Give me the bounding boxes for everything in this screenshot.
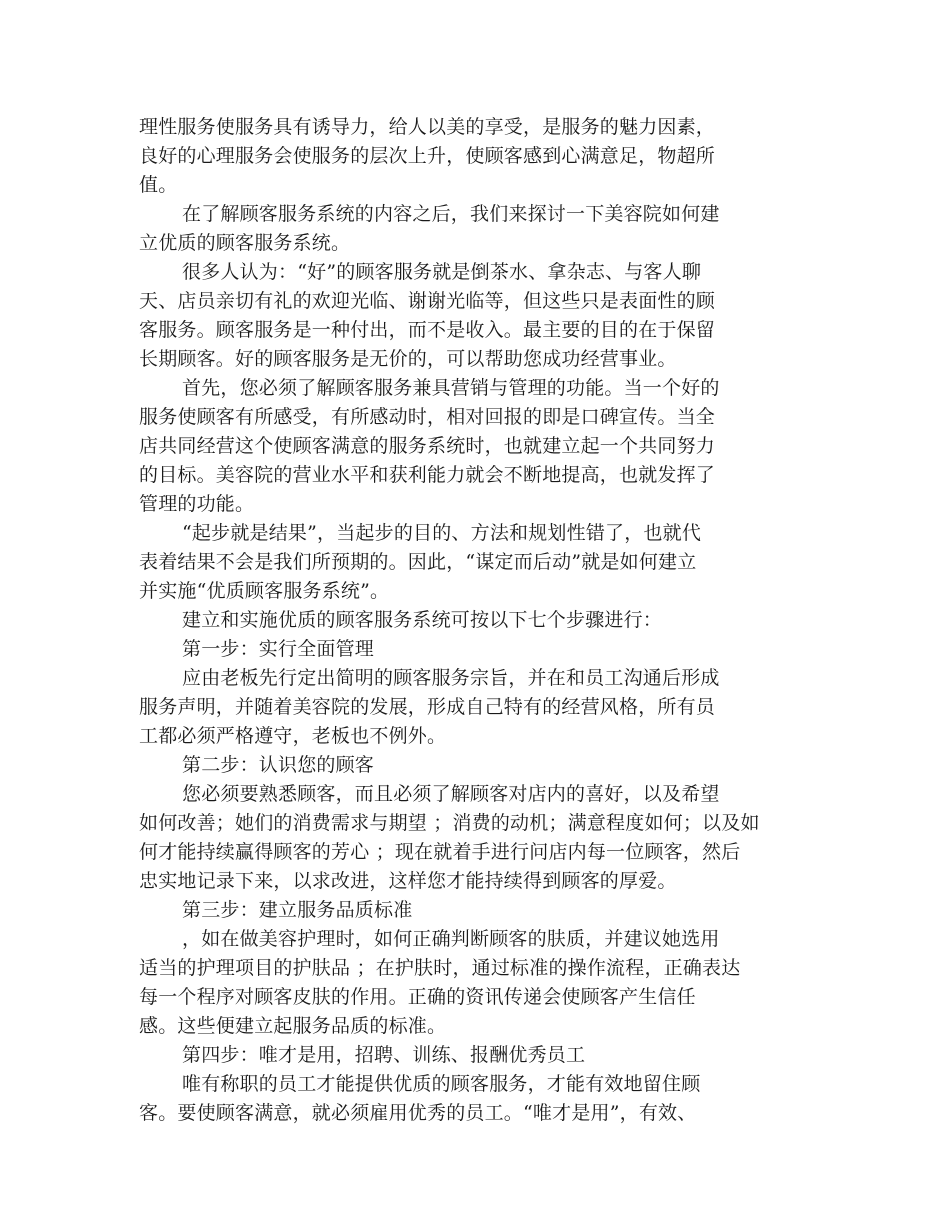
- section-heading: 第二步：认识您的顾客: [182, 754, 375, 776]
- text-line: ，如在做美容护理时，如何正确判断顾客的肤质，并建议她选用: [182, 928, 720, 950]
- text-line: 唯有称职的员工才能提供优质的顾客服务，才能有效地留住顾: [182, 1073, 701, 1095]
- text-line: 客服务。顾客服务是一种付出，而不是收入。最主要的目的在于保留: [139, 319, 716, 341]
- text-line: 如何改善；她们的消费需求与期望 ；消费的动机；满意程度如何；以及如: [139, 812, 760, 834]
- text-line: 每一个程序对顾客皮肤的作用。正确的资讯传递会使顾客产生信任: [139, 986, 696, 1008]
- section-heading: 第三步：建立服务品质标准: [182, 899, 413, 921]
- text-line: 您必须要熟悉顾客，而且必须了解顾客对店内的喜好，以及希望: [182, 783, 720, 805]
- text-line: 很多人认为：“好”的顾客服务就是倒茶水、拿杂志、与客人聊: [182, 261, 702, 283]
- text-line: 良好的心理服务会使服务的层次上升，使顾客感到心满意足，物超所: [139, 145, 716, 167]
- text-line: 适当的护理项目的护肤品 ；在护肤时，通过标准的操作流程，正确表达: [139, 957, 741, 979]
- text-line: 立优质的顾客服务系统。: [139, 232, 351, 254]
- text-line: 并实施“优质顾客服务系统”。: [139, 580, 390, 602]
- text-line: 管理的功能。: [139, 493, 255, 515]
- text-line: 感。这些便建立起服务品质的标准。: [139, 1015, 447, 1037]
- text-line: 何才能持续赢得顾客的芳心 ；现在就着手进行问店内每一位顾客，然后: [139, 841, 741, 863]
- text-line: 服务声明，并随着美容院的发展，形成自己特有的经营风格，所有员: [139, 696, 716, 718]
- text-line: 在了解顾客服务系统的内容之后，我们来探讨一下美容院如何建: [182, 203, 720, 225]
- text-line: 忠实地记录下来，以求改进，这样您才能持续得到顾客的厚爱。: [139, 870, 677, 892]
- text-line: 首先，您必须了解顾客服务兼具营销与管理的功能。当一个好的: [182, 377, 720, 399]
- text-line: 长期顾客。好的顾客服务是无价的，可以帮助您成功经营事业。: [139, 348, 677, 370]
- text-line: 服务使顾客有所感受，有所感动时，相对回报的即是口碑宣传。当全: [139, 406, 716, 428]
- text-line: 店共同经营这个使顾客满意的服务系统时，也就建立起一个共同努力: [139, 435, 716, 457]
- text-line: 表着结果不会是我们所预期的。因此，“谋定而后动”就是如何建立: [139, 551, 697, 573]
- text-line: 客。要使顾客满意，就必须雇用优秀的员工。“唯才是用”，有效、: [139, 1102, 697, 1124]
- text-line: 的目标。美容院的营业水平和获利能力就会不断地提高，也就发挥了: [139, 464, 716, 486]
- text-line: 应由老板先行定出简明的顾客服务宗旨，并在和员工沟通后形成: [182, 667, 720, 689]
- text-line: 理性服务使服务具有诱导力，给人以美的享受，是服务的魅力因素，: [139, 116, 716, 138]
- text-line: 建立和实施优质的顾客服务系统可按以下七个步骤进行：: [182, 609, 663, 631]
- text-line: 值。: [139, 174, 178, 196]
- text-line: 工都必须严格遵守，老板也不例外。: [139, 725, 447, 747]
- text-line: 天、店员亲切有礼的欢迎光临、谢谢光临等，但这些只是表面性的顾: [139, 290, 716, 312]
- section-heading: 第一步：实行全面管理: [182, 638, 375, 660]
- text-line: “起步就是结果”，当起步的目的、方法和规划性错了，也就代: [182, 522, 702, 544]
- section-heading: 第四步：唯才是用，招聘、训练、报酬优秀员工: [182, 1044, 586, 1066]
